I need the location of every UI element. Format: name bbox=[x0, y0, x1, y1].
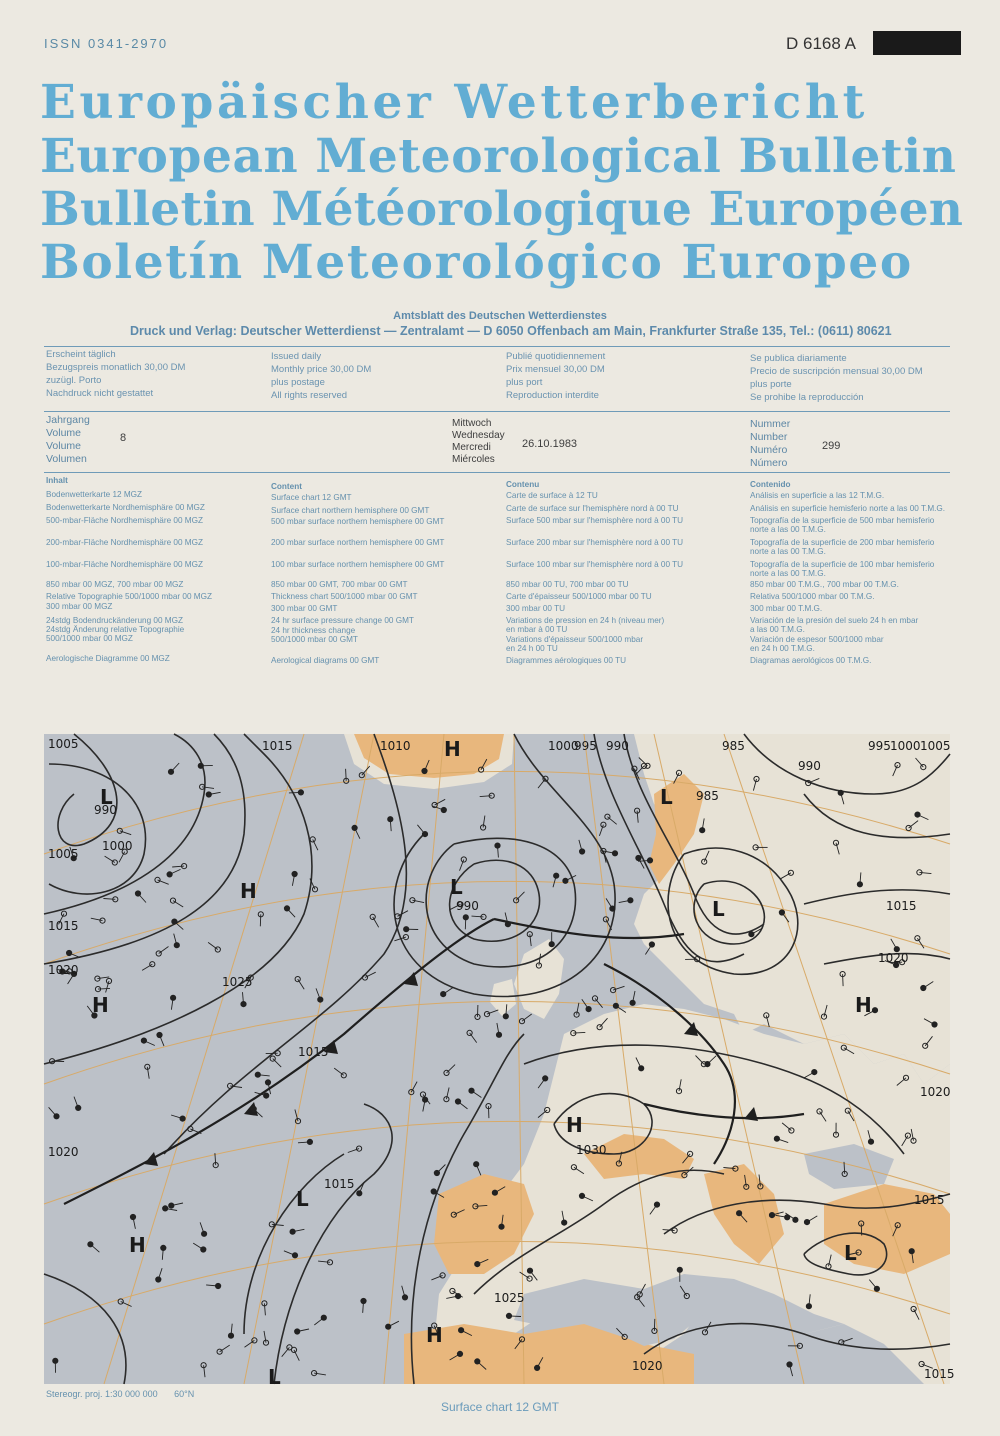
station-circle bbox=[554, 873, 559, 878]
high-centre: H bbox=[444, 737, 461, 761]
contents-item: Bodenwetterkarte Nordhemisphäre 00 MGZ bbox=[46, 503, 205, 512]
contents-item: 300 mbar 00 TU bbox=[506, 604, 566, 613]
contents-item: Carte d'épaisseur 500/1000 mbar 00 TU bbox=[506, 592, 652, 601]
title-english: European Meteorological Bulletin bbox=[40, 129, 957, 184]
station-circle bbox=[812, 1070, 817, 1075]
station-circle bbox=[386, 1324, 391, 1329]
isobar-label: 1005 bbox=[48, 737, 79, 751]
contents-item: Variación de la presión del suelo 24 h en mbar bbox=[750, 616, 919, 625]
isobar-label: 1000 bbox=[890, 739, 921, 753]
isobar-label: 1020 bbox=[878, 951, 909, 965]
publisher-line: Druck und Verlag: Deutscher Wetterdienst — Zentralamt — D 6050 Offenbach am Main, Frankfurter Straße 135, Tel.: (0611) 80621 bbox=[130, 324, 892, 338]
isobar-label: 1020 bbox=[920, 1085, 951, 1099]
subscription-spanish bbox=[750, 352, 923, 404]
high-centre: H bbox=[240, 879, 257, 903]
station-circle bbox=[639, 1066, 644, 1071]
subscription-text: Publié quotidiennement bbox=[506, 351, 606, 362]
contents-item: 850 mbar 00 T.M.G., 700 mbar 00 T.M.G. bbox=[750, 580, 899, 589]
contents-header: Contenu bbox=[506, 480, 540, 489]
contents-item: Relative Topographie 500/1000 mbar 00 MGZ bbox=[46, 592, 212, 601]
low-centre: L bbox=[660, 785, 673, 809]
contents-item: Surface 100 mbar sur l'hemisphère nord à 00 TU bbox=[506, 560, 684, 569]
weekday-labels bbox=[452, 418, 505, 466]
wind-barb bbox=[260, 914, 261, 926]
isobar-label: 985 bbox=[696, 789, 719, 803]
contents-item: Relativa 500/1000 mbar 00 T.M.G. bbox=[750, 592, 875, 601]
rule bbox=[44, 472, 950, 473]
wind-barb bbox=[346, 769, 347, 781]
station-circle bbox=[774, 1136, 779, 1141]
subscription-text: plus postage bbox=[271, 377, 325, 388]
subscription-text: Erscheint täglich bbox=[46, 349, 116, 360]
station-circle bbox=[357, 1191, 362, 1196]
contents-item: Thickness chart 500/1000 mbar 00 GMT bbox=[271, 592, 418, 601]
contents-header: Contenido bbox=[750, 480, 791, 489]
map-caption: Surface chart 12 GMT bbox=[440, 1400, 560, 1414]
station-circle bbox=[563, 878, 568, 883]
station-circle bbox=[292, 1253, 297, 1258]
isobar-label: 1015 bbox=[886, 899, 917, 913]
isobar-label: 1010 bbox=[380, 739, 411, 753]
isobar-label: 990 bbox=[456, 899, 479, 913]
station-circle bbox=[76, 1105, 81, 1110]
contents-item: 500/1000 mbar 00 GMT bbox=[271, 635, 358, 644]
volume-labels bbox=[46, 414, 90, 466]
number-label: Número bbox=[750, 457, 788, 469]
wind-barb bbox=[843, 974, 844, 986]
contents-item: 100 mbar surface northern hemisphere 00 GMT bbox=[271, 560, 445, 569]
low-centre: L bbox=[100, 785, 113, 809]
contents-item: Diagrammes aérologiques 00 TU bbox=[506, 656, 626, 665]
weekday-label: Mittwoch bbox=[452, 418, 492, 429]
subscription-french bbox=[506, 350, 605, 402]
isobar-label: 1000 bbox=[102, 839, 133, 853]
contents-german bbox=[46, 476, 266, 676]
official-gazette-line: Amtsblatt des Deutschen Wetterdienstes bbox=[393, 310, 607, 322]
contents-item: en mbar à 00 TU bbox=[506, 625, 568, 634]
document-number: D 6168 A bbox=[786, 34, 856, 53]
station-circle bbox=[67, 950, 72, 955]
contents-item: Diagramas aerológicos 00 T.M.G. bbox=[750, 656, 872, 665]
subscription-text: Se publica diariamente bbox=[750, 353, 847, 364]
low-centre: L bbox=[296, 1187, 309, 1211]
station-circle bbox=[474, 1162, 479, 1167]
station-circle bbox=[167, 872, 172, 877]
contents-item: 500 mbar surface northern hemisphere 00 GMT bbox=[271, 517, 445, 526]
issue-date: 26.10.1983 bbox=[522, 438, 578, 450]
contents-header: Content bbox=[271, 482, 302, 491]
contents-item: 200-mbar-Fläche Nordhemisphäre 00 MGZ bbox=[46, 538, 203, 547]
station-circle bbox=[915, 812, 920, 817]
subscription-text: Precio de suscripción mensual 30,00 DM bbox=[750, 366, 923, 377]
subscription-text: Monthly price 30,00 DM bbox=[271, 364, 372, 375]
high-centre: H bbox=[855, 993, 872, 1017]
contents-item: Variations d'épaisseur 500/1000 mbar bbox=[506, 635, 644, 644]
contents-item: 300 mbar 00 T.M.G. bbox=[750, 604, 823, 613]
contents-item: norte a las 00 T.M.G. bbox=[750, 569, 826, 578]
contents-item: 300 mbar 00 GMT bbox=[271, 604, 338, 613]
number-label: Numéro bbox=[750, 444, 788, 456]
contents-item: Topografía de la superficie de 200 mbar hemisferio bbox=[750, 538, 935, 547]
station-circle bbox=[535, 1365, 540, 1370]
weekday-label: Miércoles bbox=[452, 454, 495, 465]
isobar-label: 990 bbox=[94, 803, 117, 817]
isobar-label: 1020 bbox=[632, 1359, 663, 1373]
projection-text: Stereogr. proj. 1:30 000 000 bbox=[46, 1389, 158, 1399]
subscription-text: Bezugspreis monatlich 30,00 DM bbox=[46, 362, 186, 373]
isobar-label: 1020 bbox=[48, 1145, 79, 1159]
subscription-text: Nachdruck nicht gestattet bbox=[46, 388, 154, 399]
contents-item: Surface chart northern hemisphere 00 GMT bbox=[271, 506, 430, 515]
contents-item: Aerological diagrams 00 GMT bbox=[271, 656, 380, 665]
contents-item: Surface chart 12 GMT bbox=[271, 493, 352, 502]
map-svg bbox=[44, 734, 955, 1389]
isobar-label: 1015 bbox=[914, 1193, 945, 1207]
redaction-bar bbox=[873, 31, 961, 55]
isobar-label: 1015 bbox=[48, 919, 79, 933]
contents-item: Topografía de la superficie de 100 mbar hemisferio bbox=[750, 560, 935, 569]
isobar-label: 1015 bbox=[324, 1177, 355, 1191]
contents-item: Variación de espesor 500/1000 mbar bbox=[750, 635, 884, 644]
low-centre: L bbox=[712, 897, 725, 921]
high-centre: H bbox=[566, 1113, 583, 1137]
contents-item: Carte de surface à 12 TU bbox=[506, 491, 598, 500]
weekday-label: Mercredi bbox=[452, 442, 491, 453]
subscription-text: Se prohibe la reproducción bbox=[750, 392, 864, 403]
contents-header: Inhalt bbox=[46, 476, 68, 485]
contents-item: Aerologische Diagramme 00 MGZ bbox=[46, 654, 170, 663]
station-circle bbox=[469, 1088, 474, 1093]
contents-item: Surface 200 mbar sur l'hemisphère nord à 00 TU bbox=[506, 538, 684, 547]
number-label: Number bbox=[750, 431, 788, 443]
subscription-german bbox=[46, 348, 185, 400]
subscription-text: plus port bbox=[506, 377, 543, 388]
contents-item: 300 mbar 00 MGZ bbox=[46, 602, 113, 611]
contents-item: 500-mbar-Fläche Nordhemisphäre 00 MGZ bbox=[46, 516, 203, 525]
contents-item: 24 hr surface pressure change 00 GMT bbox=[271, 616, 414, 625]
isobar-label: 1005 bbox=[920, 739, 951, 753]
subscription-text: Reproduction interdite bbox=[506, 390, 599, 401]
isobar-label: 1025 bbox=[222, 975, 253, 989]
subscription-text: Prix mensuel 30,00 DM bbox=[506, 364, 605, 375]
contents-item: 24 hr thickness change bbox=[271, 626, 356, 635]
isobar-label: 1015 bbox=[924, 1367, 955, 1381]
wind-barb bbox=[509, 1316, 521, 1317]
wind-barb bbox=[465, 917, 466, 929]
wind-barb bbox=[861, 1224, 862, 1236]
contents-item: 500/1000 mbar 00 MGZ bbox=[46, 634, 133, 643]
contents-item: Bodenwetterkarte 12 MGZ bbox=[46, 490, 143, 499]
contents-item: Topografía de la superficie de 500 mbar hemisferio bbox=[750, 516, 935, 525]
contents-item: en 24 h 00 T.M.G. bbox=[750, 644, 815, 653]
isobar-label: 995 bbox=[868, 739, 891, 753]
projection-note bbox=[46, 1389, 194, 1399]
subscription-text: plus porte bbox=[750, 379, 792, 390]
contents-item: Carte de surface sur l'hemisphère nord à 00 TU bbox=[506, 504, 679, 513]
subscription-text: All rights reserved bbox=[271, 390, 348, 401]
volume-label: Jahrgang bbox=[46, 414, 90, 426]
contents-english bbox=[271, 476, 501, 676]
low-centre: L bbox=[268, 1365, 281, 1389]
subscription-text: zuzügl. Porto bbox=[46, 375, 102, 386]
title-french: Bulletin Météorologique Européen bbox=[40, 182, 964, 237]
issn: ISSN 0341-2970 bbox=[44, 36, 169, 51]
contents-item: Surface 500 mbar sur l'hemisphère nord à 00 TU bbox=[506, 516, 684, 525]
isobar-label: 990 bbox=[606, 739, 629, 753]
volume-label: Volume bbox=[46, 427, 82, 439]
number-label: Nummer bbox=[750, 418, 791, 430]
issue-number: 299 bbox=[822, 440, 841, 452]
station-circle bbox=[141, 1038, 146, 1043]
contents-french bbox=[506, 476, 746, 676]
isobar-label: 1015 bbox=[262, 739, 293, 753]
volume-label: Volume bbox=[46, 440, 82, 452]
low-centre: L bbox=[450, 875, 463, 899]
title-spanish: Boletín Meteorológico Europeo bbox=[40, 235, 913, 290]
contents-item: Variations de pression en 24 h (niveau mer) bbox=[506, 616, 665, 625]
title-german: Europäischer Wetterbericht bbox=[40, 75, 868, 130]
contents-item: 100-mbar-Fläche Nordhemisphäre 00 MGZ bbox=[46, 560, 203, 569]
high-centre: H bbox=[92, 993, 109, 1017]
station-circle bbox=[793, 1217, 798, 1222]
latitude-text: 60°N bbox=[174, 1389, 195, 1399]
contents-item: Análisis en superficie hemisferio norte a las 00 T.M.G. bbox=[750, 504, 946, 513]
subscription-english bbox=[271, 350, 371, 402]
low-centre: L bbox=[844, 1241, 857, 1265]
contents-item: 200 mbar surface northern hemisphere 00 GMT bbox=[271, 538, 445, 547]
contents-item: norte a las 00 T.M.G. bbox=[750, 525, 826, 534]
station-circle bbox=[202, 1231, 207, 1236]
high-centre: H bbox=[426, 1323, 443, 1347]
contents-item: Análisis en superficie a las 12 T.M.G. bbox=[750, 491, 885, 500]
isobar-label: 1030 bbox=[576, 1143, 607, 1157]
isobar-label: 985 bbox=[722, 739, 745, 753]
isobar-label: 995 bbox=[574, 739, 597, 753]
number-labels bbox=[750, 418, 790, 470]
contents-item: 850 mbar 00 MGZ, 700 mbar 00 MGZ bbox=[46, 580, 184, 589]
isobar-label: 1005 bbox=[48, 847, 79, 861]
surface-chart-map bbox=[44, 734, 955, 1389]
volume-value: 8 bbox=[120, 432, 127, 444]
contents-item: en 24 h 00 TU bbox=[506, 644, 558, 653]
isobar-label: 1020 bbox=[48, 963, 79, 977]
high-centre: H bbox=[129, 1233, 146, 1257]
subscription-text: Issued daily bbox=[271, 351, 322, 362]
contents-spanish bbox=[750, 476, 960, 676]
volume-label: Volumen bbox=[46, 453, 87, 465]
contents-item: 24stdg Änderung relative Topographie bbox=[46, 625, 185, 634]
weekday-label: Wednesday bbox=[452, 430, 505, 441]
wind-barb bbox=[289, 792, 301, 793]
rule bbox=[44, 346, 950, 347]
isobar-label: 1015 bbox=[298, 1045, 329, 1059]
contents-item: 850 mbar 00 TU, 700 mbar 00 TU bbox=[506, 580, 629, 589]
isobar-label: 1025 bbox=[494, 1291, 525, 1305]
contents-item: norte a las 00 T.M.G. bbox=[750, 547, 826, 556]
isobar-label: 1000 bbox=[548, 739, 579, 753]
contents-item: a las 00 T.M.G. bbox=[750, 625, 805, 634]
isobar-label: 990 bbox=[798, 759, 821, 773]
rule bbox=[44, 411, 950, 412]
contents-item: 850 mbar 00 GMT, 700 mbar 00 GMT bbox=[271, 580, 408, 589]
contents-item: 24stdg Bodendruckänderung 00 MGZ bbox=[46, 616, 184, 625]
